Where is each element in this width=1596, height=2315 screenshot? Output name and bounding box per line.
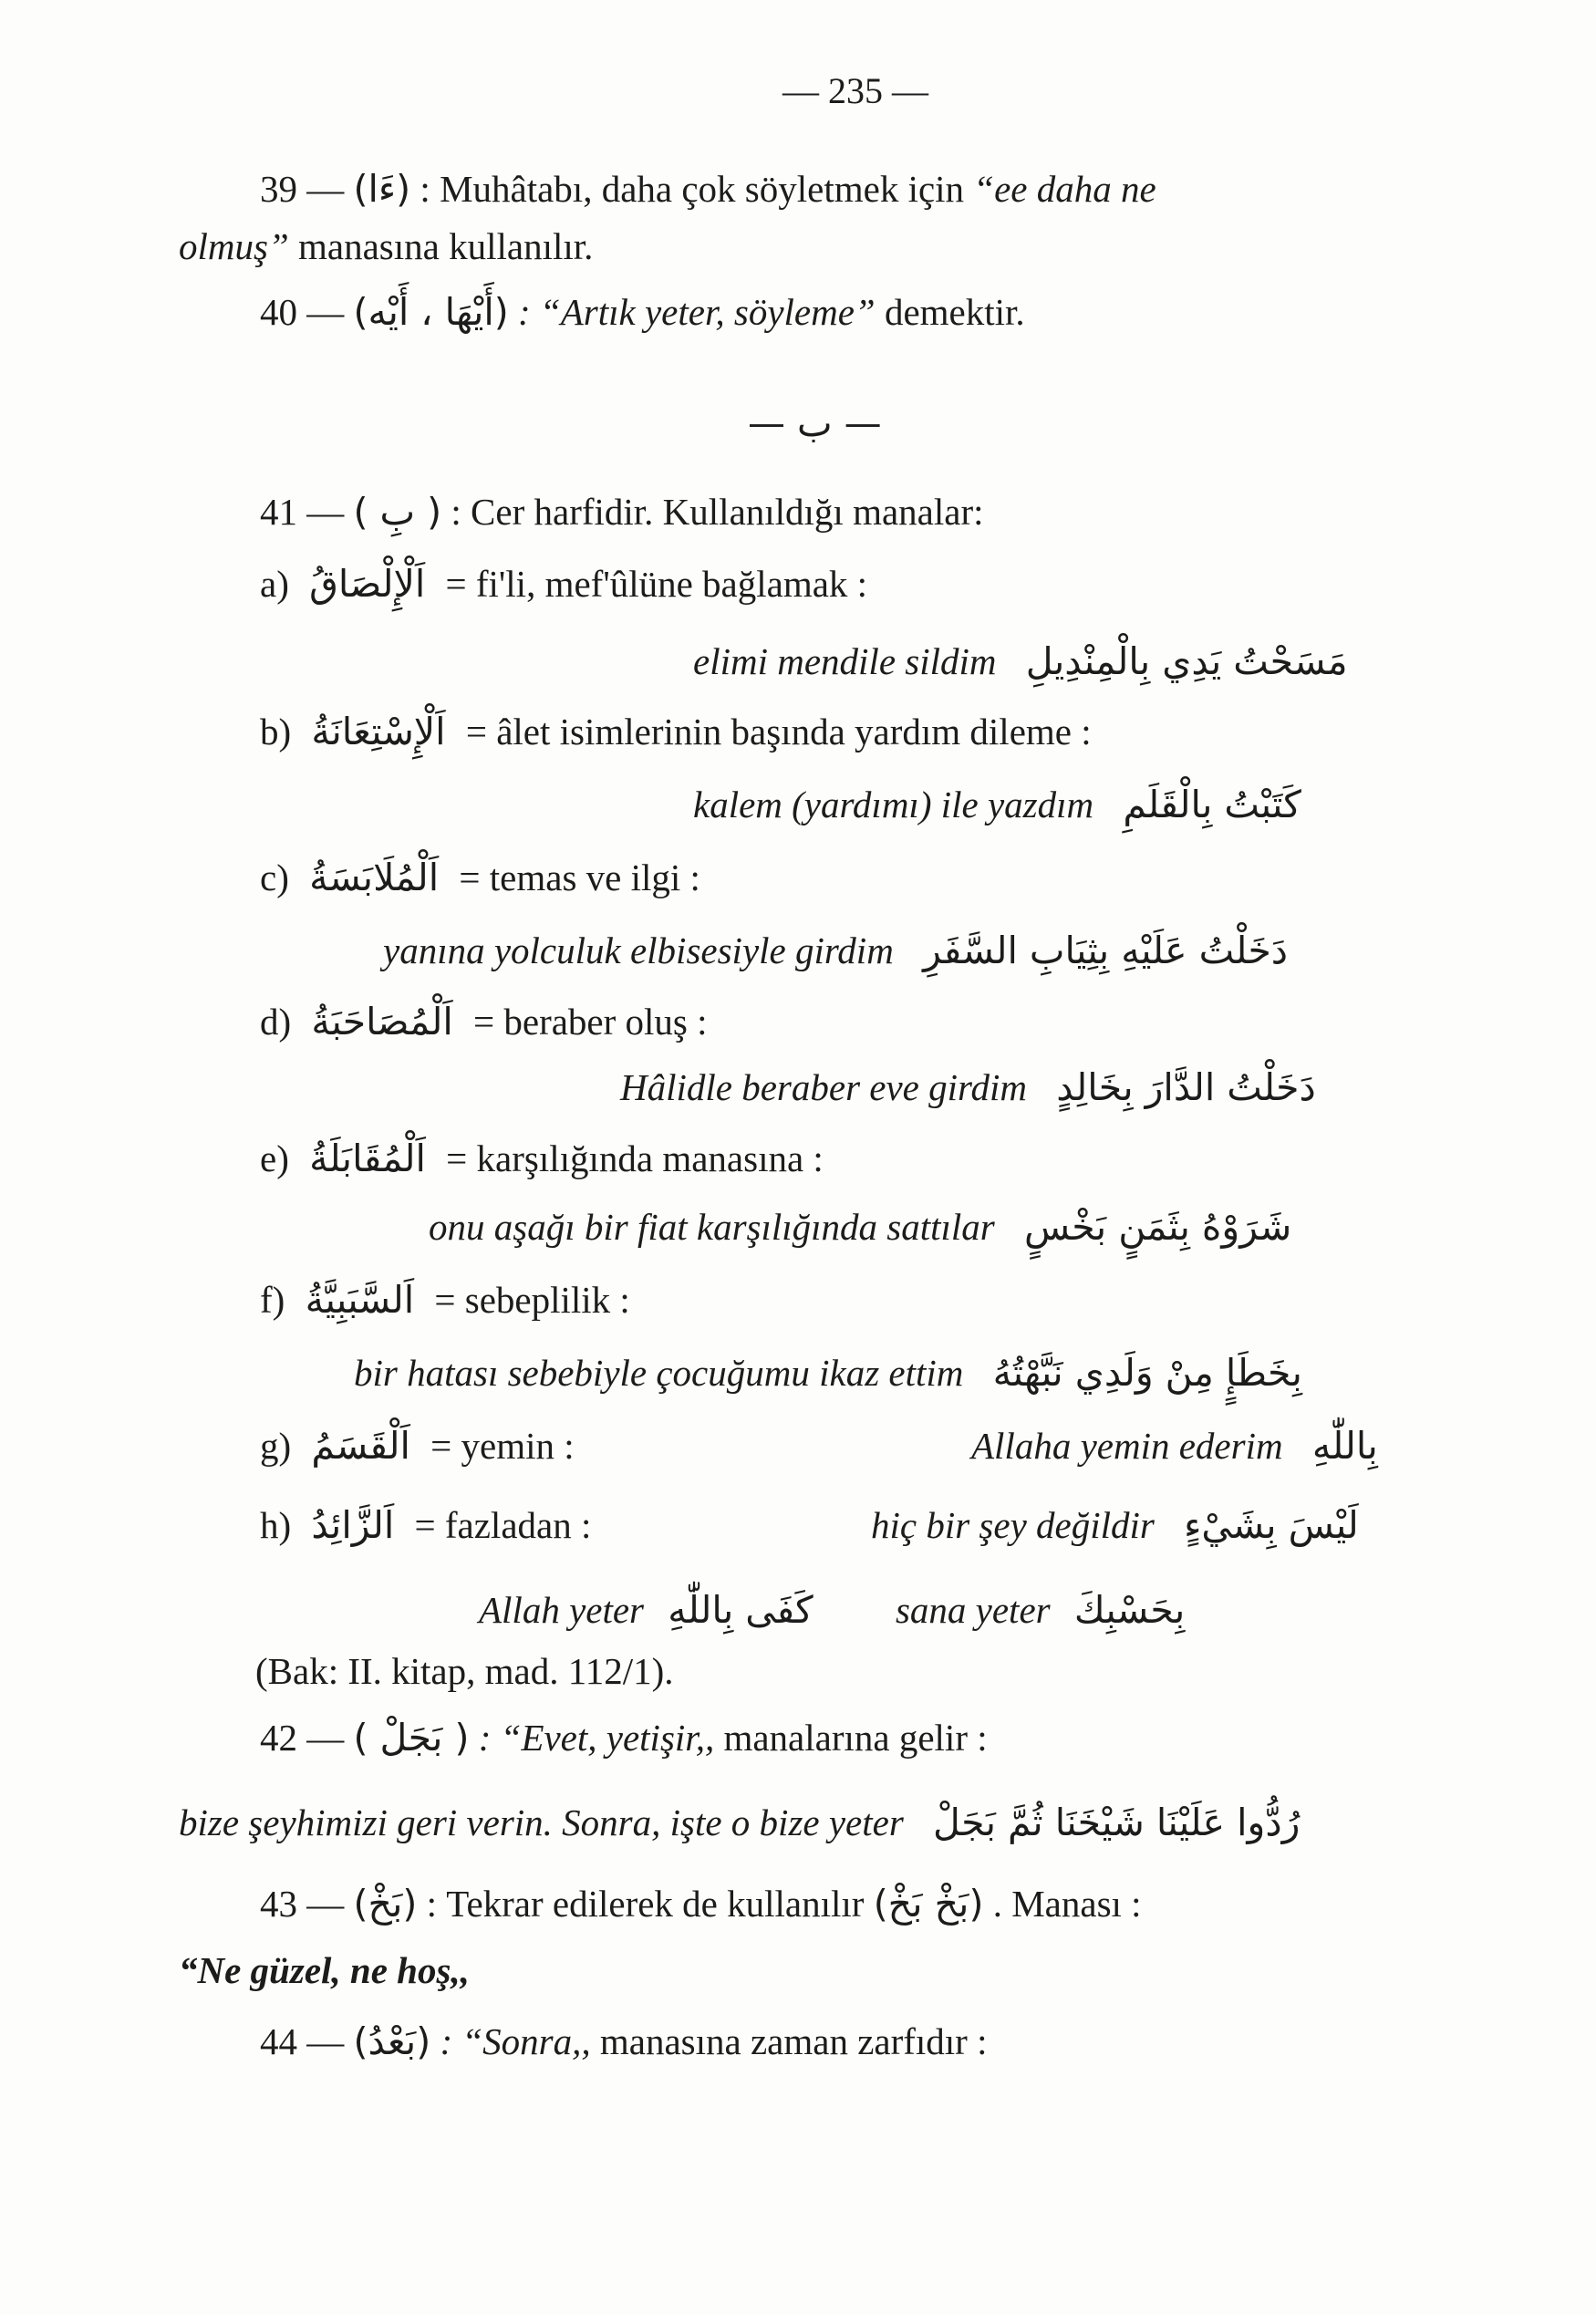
arabic-term: (ءَا) [353, 167, 411, 211]
entry-number: 43 — [260, 1883, 345, 1925]
entry-number: 39 — [260, 168, 345, 210]
example-tr: Allaha yemin ederim [971, 1425, 1283, 1467]
item-letter: a) [260, 563, 289, 605]
entry-40-line [260, 290, 1025, 334]
item-letter: c) [260, 856, 289, 898]
page-number: — 235 — [782, 70, 928, 111]
entry-quote: : “Evet, yetişir,, [478, 1717, 715, 1759]
item-desc: = yemin : [430, 1425, 575, 1467]
item-e [260, 1137, 824, 1180]
entry-39-line-2 [179, 225, 594, 267]
entry-text: manalarına gelir : [723, 1717, 988, 1759]
example-ar: لَيْسَ بِشَيْءٍ [1184, 1503, 1359, 1547]
item-c-example [383, 929, 1289, 972]
item-f [260, 1278, 630, 1322]
item-letter: g) [260, 1425, 292, 1467]
item-h-example [871, 1503, 1359, 1547]
item-letter: b) [260, 711, 292, 753]
item-a [260, 562, 868, 606]
item-term: اَلْمُلَابَسَةُ [309, 856, 440, 899]
entry-text: manasına zaman zarfıdır : [599, 2020, 988, 2062]
item-a-example [693, 639, 1348, 683]
item-g-example [971, 1424, 1378, 1468]
entry-39-line-1 [260, 167, 1156, 211]
example-tr: bize şeyhimizi geri verin. Sonra, işte o bize yeter [179, 1801, 904, 1843]
example-ar: بِاللّٰهِ [1311, 1424, 1378, 1468]
arabic-term: ( بِ ) [353, 490, 442, 534]
section-separator [748, 401, 882, 445]
item-desc: = temas ve ilgi : [459, 856, 700, 898]
item-d-example [620, 1065, 1316, 1109]
extra-examples [479, 1588, 1186, 1632]
example-ar: رُدُّوا عَلَيْنَا شَيْخَنَا ثُمَّ بَجَلْ [933, 1801, 1301, 1844]
entry-quote-cont: “Ne güzel, ne hoş,, [179, 1949, 470, 1991]
item-term: اَلْمُقَابَلَةُ [309, 1137, 426, 1180]
arabic-term: (بَخْ) [353, 1882, 418, 1926]
item-desc: = sebeplilik : [434, 1279, 630, 1321]
entry-quote: : “Sonra,, [440, 2020, 591, 2062]
entry-quote-cont: olmuş” [179, 225, 289, 267]
item-letter: h) [260, 1504, 292, 1546]
entry-number: 44 — [260, 2020, 345, 2062]
example-tr: yanına yolculuk elbisesiyle girdim [383, 929, 894, 971]
entry-text: : Muhâtabı, daha çok söyletmek için [420, 168, 965, 210]
example-ar: كَتَبْتُ بِالْقَلَمِ [1123, 783, 1301, 826]
example-ar: شَرَوْهُ بِثَمَنٍ بَخْسٍ [1024, 1205, 1292, 1249]
entry-text: : Cer harfidir. Kullanıldığı manalar: [451, 491, 984, 533]
entry-43-line-2 [179, 1949, 470, 1991]
entry-number: 41 — [260, 491, 345, 533]
item-term: اَلْمُصَاحَبَةُ [311, 1000, 453, 1043]
extra-ex1-ar: كَفَى بِاللّٰهِ [668, 1588, 814, 1632]
item-e-example [429, 1205, 1292, 1249]
example-ar: دَخَلْتُ الدَّارَ بِخَالِدٍ [1056, 1065, 1316, 1109]
entry-text: : Tekrar edilerek de kullanılır [426, 1883, 865, 1925]
entry-quote: “ee daha ne [973, 168, 1156, 210]
item-desc: = âlet isimlerinin başında yardım dileme : [465, 711, 1092, 753]
item-desc: = fi'li, mef'ûlüne bağlamak : [445, 563, 868, 605]
arabic-term-repeated: (بَخْ بَخْ) [873, 1882, 984, 1926]
item-term: اَلزَّائِدُ [311, 1503, 395, 1547]
item-term: اَلْإِلْصَاقُ [309, 562, 426, 606]
extra-ex1-tr: Allah yeter [479, 1589, 645, 1631]
item-g [260, 1424, 575, 1468]
extra-ex2-ar: بِحَسْبِكَ [1073, 1588, 1186, 1632]
extra-ex2-tr: sana yeter [895, 1589, 1051, 1631]
item-f-example [354, 1351, 1302, 1395]
item-term: اَلْإِسْتِعَانَةُ [311, 710, 446, 753]
item-h [260, 1503, 592, 1547]
example-tr: bir hatası sebebiyle çocuğumu ikaz ettim [354, 1352, 964, 1394]
item-c [260, 856, 700, 899]
item-term: اَلسَّبَبِيَّةُ [305, 1278, 415, 1322]
example-ar: مَسَحْتُ يَدِي بِالْمِنْدِيلِ [1025, 639, 1348, 683]
entry-41-line [260, 490, 984, 534]
example-tr: hiç bir şey değildir [871, 1504, 1155, 1546]
entry-number: 40 — [260, 291, 345, 333]
item-desc: = karşılığında manasına : [446, 1137, 824, 1179]
entry-text-cont: manasına kullanılır. [298, 225, 594, 267]
item-letter: e) [260, 1137, 289, 1179]
item-b [260, 710, 1092, 753]
arabic-term: (أَيْهَا ، أَيْه) [353, 290, 509, 334]
entry-quote: : “Artık yeter, söyleme” [518, 291, 876, 333]
entry-43-line [260, 1882, 1142, 1926]
item-desc: = beraber oluş : [473, 1001, 708, 1043]
separator-letter: — ب — [748, 401, 882, 445]
entry-text-2: . Manası : [992, 1883, 1142, 1925]
item-term: اَلْقَسَمُ [311, 1424, 410, 1468]
entry-42-line [260, 1716, 988, 1760]
arabic-term: (بَعْدُ) [353, 2019, 431, 2063]
example-ar: بِخَطَإٍ مِنْ وَلَدِي نَبَّهْتُهُ [992, 1351, 1302, 1395]
example-tr: kalem (yardımı) ile yazdım [693, 784, 1094, 825]
item-desc: = fazladan : [414, 1504, 592, 1546]
item-letter: f) [260, 1279, 285, 1321]
arabic-term: ( بَجَلْ ) [353, 1716, 470, 1760]
example-tr: onu aşağı bir fiat karşılığında sattılar [429, 1206, 995, 1248]
item-d [260, 1000, 708, 1043]
example-tr: Hâlidle beraber eve girdim [620, 1066, 1027, 1108]
entry-44-line [260, 2019, 988, 2063]
reference-note: (Bak: II. kitap, mad. 112/1). [255, 1650, 674, 1692]
item-b-example [693, 783, 1301, 826]
entry-text: demektir. [884, 291, 1025, 333]
entry-42-example [179, 1801, 1301, 1844]
entry-number: 42 — [260, 1717, 345, 1759]
example-tr: elimi mendile sildim [693, 640, 997, 682]
example-ar: دَخَلْتُ عَلَيْهِ بِثِيَابِ السَّفَرِ [923, 929, 1289, 972]
item-letter: d) [260, 1001, 292, 1043]
